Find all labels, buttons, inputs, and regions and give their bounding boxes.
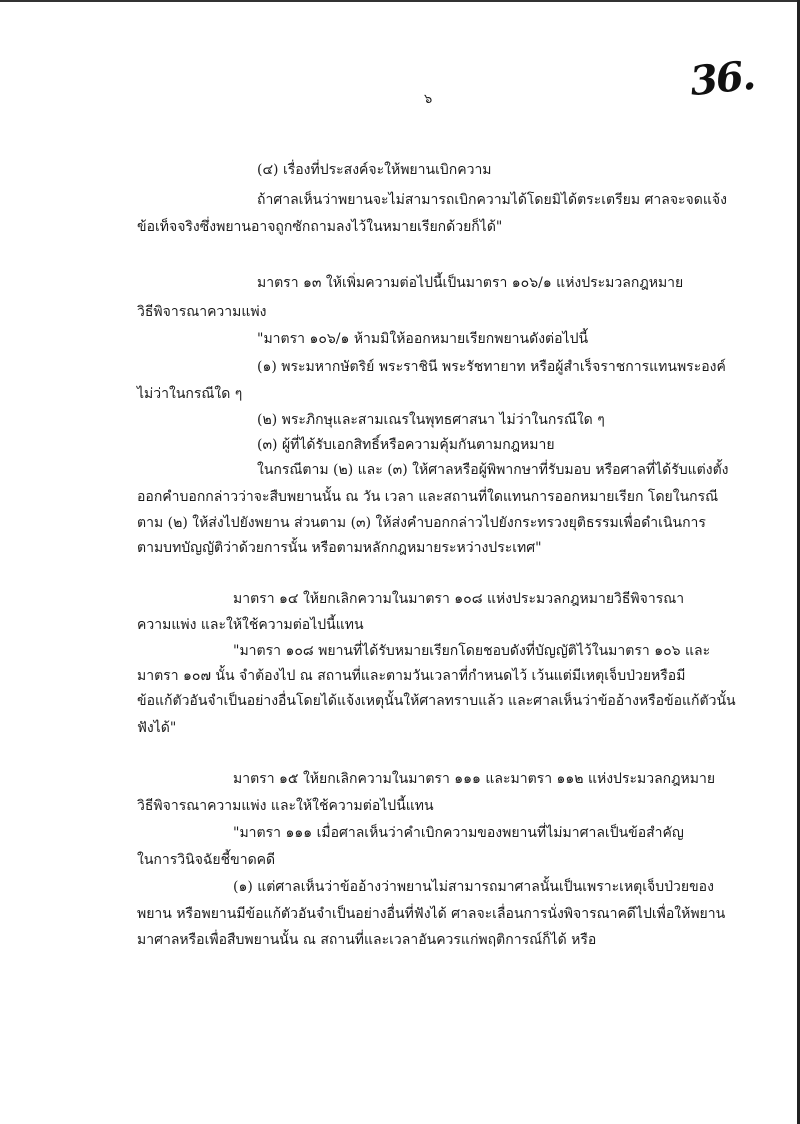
text-line: ในกรณีตาม (๒) และ (๓) ให้ศาลหรือผู้พิพากษาที่รับมอบ หรือศาลที่ได้รับแต่งตั้ง bbox=[257, 462, 729, 478]
text-line: (๒) พระภิกษุและสามเณรในพุทธศาสนา ไม่ว่าในกรณีใด ๆ bbox=[257, 412, 605, 428]
text-line: ตามบทบัญญัติว่าด้วยการนั้น หรือตามหลักกฎหมายระหว่างประเทศ" bbox=[137, 540, 542, 556]
text-line: วิธีพิจารณาความแพ่ง และให้ใช้ความต่อไปนี้แทน bbox=[137, 798, 434, 814]
text-line: พยาน หรือพยานมีข้อแก้ตัวอันจำเป็นอย่างอื่นที่ฟังได้ ศาลจะเลื่อนการนั่งพิจารณาคดีไปเพื่อให้พยาน bbox=[137, 906, 726, 922]
text-line: มาตรา ๑๐๗ นั้น จำต้องไป ณ สถานที่และตามวันเวลาที่กำหนดไว้ เว้นแต่มีเหตุเจ็บป่วยหรือมี bbox=[137, 668, 686, 684]
text-line: ข้อแก้ตัวอันจำเป็นอย่างอื่นโดยได้แจ้งเหตุนั้นให้ศาลทราบแล้ว และศาลเห็นว่าข้ออ้างหรือข้อแก้ตัวนั้น bbox=[137, 693, 736, 709]
text-line: ความแพ่ง และให้ใช้ความต่อไปนี้แทน bbox=[137, 617, 364, 633]
text-line: มาตรา ๑๓ ให้เพิ่มความต่อไปนี้เป็นมาตรา ๑๐๖/๑ แห่งประมวลกฎหมาย bbox=[257, 275, 684, 291]
text-line: มาศาลหรือเพื่อสืบพยานนั้น ณ สถานที่และเวลาอันควรแก่พฤติการณ์ก็ได้ หรือ bbox=[137, 932, 597, 948]
text-line: มาตรา ๑๔ ให้ยกเลิกความในมาตรา ๑๐๘ แห่งประมวลกฎหมายวิธีพิจารณา bbox=[233, 591, 685, 607]
text-line: ข้อเท็จจริงซึ่งพยานอาจถูกซักถามลงไว้ในหมายเรียกด้วยก็ได้" bbox=[137, 219, 503, 235]
text-line: ในการวินิจฉัยชี้ขาดคดี bbox=[137, 852, 276, 868]
text-line: "มาตรา ๑๐๘ พยานที่ได้รับหมายเรียกโดยชอบดังที่บัญญัติไว้ในมาตรา ๑๐๖ และ bbox=[233, 643, 711, 659]
text-line: "มาตรา ๑๐๖/๑ ห้ามมิให้ออกหมายเรียกพยานดังต่อไปนี้ bbox=[257, 331, 589, 347]
text-line: ตาม (๒) ให้ส่งไปยังพยาน ส่วนตาม (๓) ให้ส่งคำบอกกล่าวไปยังกระทรวงยุติธรรมเพื่อดำเนินการ bbox=[137, 515, 706, 531]
text-line: วิธีพิจารณาความแพ่ง bbox=[137, 304, 267, 320]
scan-edge-top bbox=[0, 0, 800, 2]
text-line: (๑) พระมหากษัตริย์ พระราชินี พระรัชทายาท หรือผู้สำเร็จราชการแทนพระองค์ bbox=[257, 359, 726, 375]
text-line: (๔) เรื่องที่ประสงค์จะให้พยานเบิกความ bbox=[257, 162, 492, 178]
text-line: ไม่ว่าในกรณีใด ๆ bbox=[137, 386, 243, 402]
page-number: ๖ bbox=[424, 92, 433, 107]
text-line: (๓) ผู้ที่ได้รับเอกสิทธิ์หรือความคุ้มกันตามกฎหมาย bbox=[257, 437, 555, 453]
text-line: ออกคำบอกกล่าวว่าจะสืบพยานนั้น ณ วัน เวลา และสถานที่ใดแทนการออกหมายเรียก โดยในกรณี bbox=[137, 489, 719, 505]
text-line: "มาตรา ๑๑๑ เมื่อศาลเห็นว่าคำเบิกความของพยานที่ไม่มาศาลเป็นข้อสำคัญ bbox=[233, 825, 684, 841]
text-line: (๑) แต่ศาลเห็นว่าข้ออ้างว่าพยานไม่สามารถมาศาลนั้นเป็นเพราะเหตุเจ็บป่วยของ bbox=[233, 879, 714, 895]
text-line: ฟังได้" bbox=[137, 720, 177, 736]
text-line: มาตรา ๑๕ ให้ยกเลิกความในมาตรา ๑๑๑ และมาตรา ๑๑๒ แห่งประมวลกฎหมาย bbox=[233, 771, 716, 787]
handwritten-page-number: 36. bbox=[687, 51, 756, 106]
text-line: ถ้าศาลเห็นว่าพยานจะไม่สามารถเบิกความได้โดยมิได้ตระเตรียม ศาลจะจดแจ้ง bbox=[257, 192, 727, 208]
